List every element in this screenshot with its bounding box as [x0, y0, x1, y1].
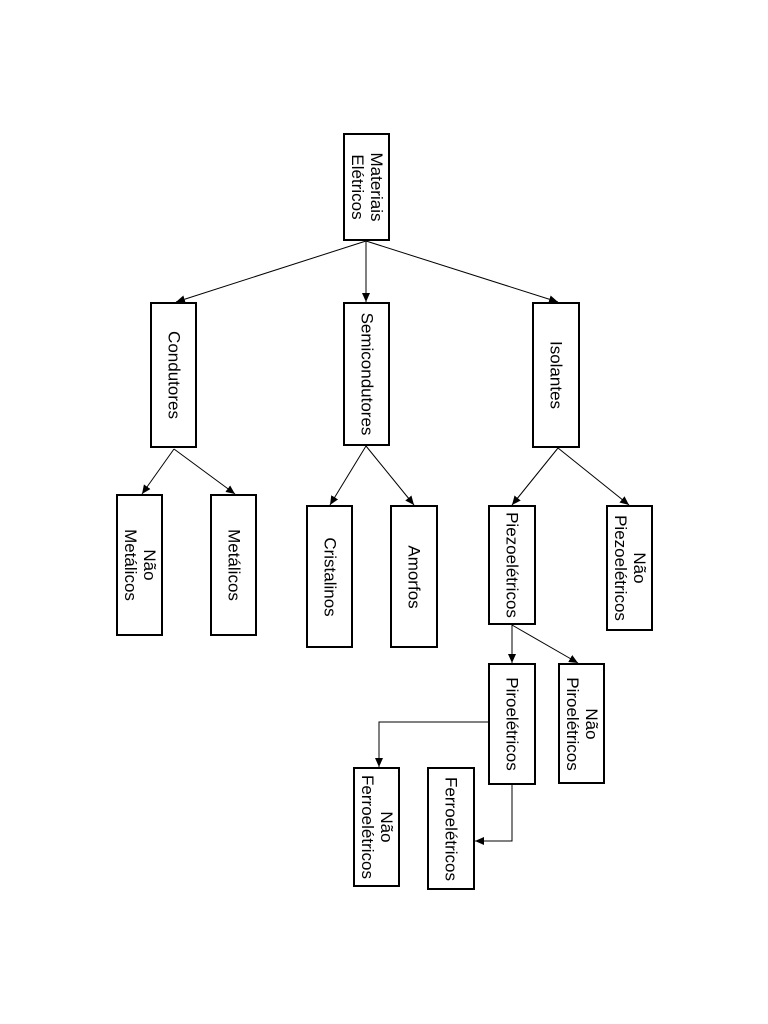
node-label — [611, 515, 649, 621]
node-label — [320, 537, 339, 616]
node-label-line: Elétricos — [347, 154, 367, 220]
arrow-semicondutores-to-amorfos — [366, 446, 414, 505]
node-label-line: Isolantes — [546, 340, 566, 410]
node-materiais-eletricos — [343, 133, 390, 241]
arrow-materiais-eletricos-to-isolantes — [366, 241, 558, 302]
node-label — [563, 677, 601, 771]
node-piezoeletricos — [488, 505, 536, 625]
node-label — [442, 777, 461, 881]
node-label-line: Piezoelétricos — [502, 512, 522, 618]
arrow-isolantes-to-piezoeletricos — [512, 448, 558, 505]
node-label-line: Materiais — [366, 152, 386, 222]
node-label-line: Cristalinos — [320, 536, 339, 617]
node-ferroeletricos — [427, 767, 475, 890]
node-label — [358, 775, 396, 879]
node-semicondutores — [343, 302, 390, 446]
node-label — [547, 341, 566, 409]
node-label — [348, 153, 386, 222]
node-label-line: Não — [376, 811, 396, 843]
node-amorfos — [390, 505, 438, 648]
node-label-line: Não — [139, 549, 159, 581]
node-label-line: Metálicos — [224, 529, 243, 601]
node-label-line: Não — [581, 707, 601, 740]
node-label — [224, 529, 243, 601]
arrow-condutores-to-nao-metalicos — [142, 449, 174, 494]
node-label-line: Não — [629, 552, 649, 584]
node-label-line: Semicondutores — [357, 312, 376, 436]
node-label-line: Amorfos — [404, 544, 424, 609]
node-label — [357, 313, 376, 436]
node-nao-piroeletricos — [558, 663, 605, 784]
arrow-piroeletricos-to-nao-ferroeletricos — [379, 722, 488, 767]
node-label-line: Ferroelétricos — [441, 776, 461, 881]
node-label-line: Condutores — [164, 331, 183, 419]
node-cristalinos — [306, 505, 353, 648]
node-label — [405, 545, 424, 608]
node-piroeletricos — [488, 663, 536, 785]
arrow-semicondutores-to-cristalinos — [330, 446, 366, 505]
arrow-condutores-to-metalicos — [174, 449, 235, 494]
arrow-materiais-eletricos-to-condutores — [176, 241, 366, 302]
node-label — [503, 677, 522, 771]
arrow-piezoeletricos-to-nao-piroeletricos — [512, 625, 578, 663]
node-label — [503, 512, 522, 618]
node-label — [121, 529, 159, 601]
node-nao-ferroeletricos — [353, 767, 400, 887]
node-nao-piezoeletricos — [606, 505, 653, 631]
node-metalicos — [210, 494, 257, 636]
node-label-line: Ferroelétricos — [357, 775, 377, 879]
node-label-line: Piezoelétricos — [610, 515, 630, 621]
node-nao-metalicos — [116, 494, 163, 636]
arrow-isolantes-to-nao-piezoeletricos — [558, 448, 629, 505]
arrow-piroeletricos-to-ferroeletricos — [475, 785, 512, 841]
node-label-line: Piroelétricos — [562, 676, 582, 771]
node-condutores — [150, 302, 197, 448]
node-isolantes — [532, 302, 580, 448]
node-label-line: Piroelétricos — [502, 677, 522, 771]
node-label — [164, 331, 183, 419]
node-label-line: Metálicos — [120, 529, 140, 601]
